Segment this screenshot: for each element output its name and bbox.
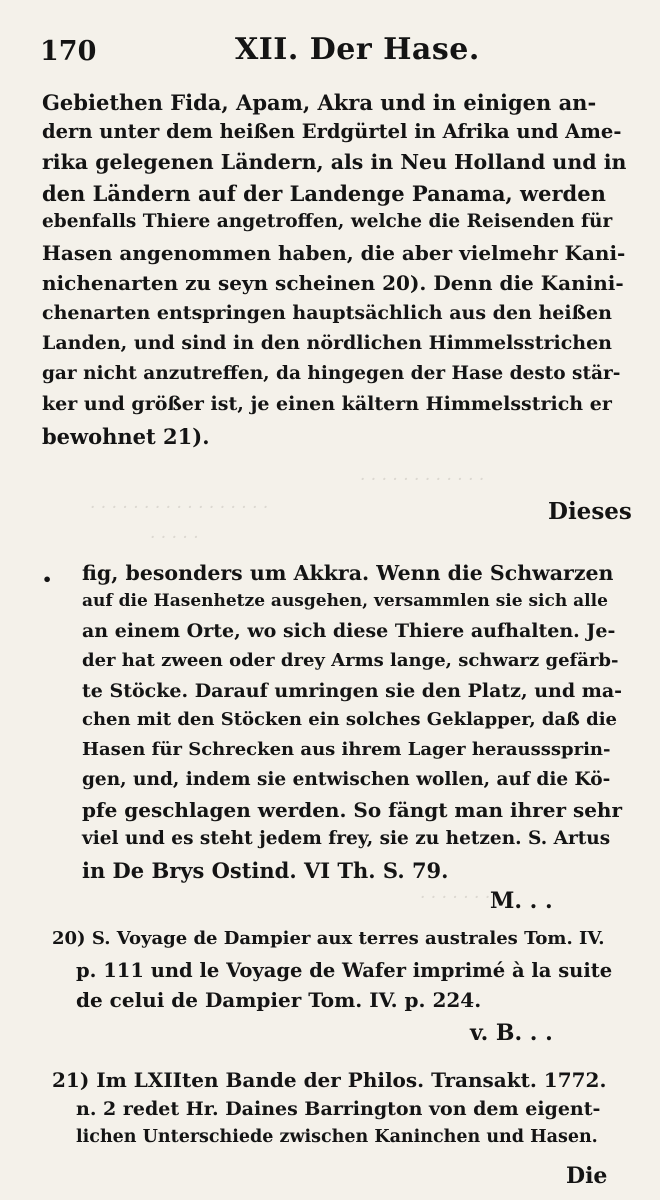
main-text-line: nichenarten zu seyn scheinen 20). Denn die Kanini- [42,271,624,295]
show-through-text: · · · · · · · · · · · · · · · · · [90,498,269,518]
note-text-line: an einem Orte, wo sich diese Thiere aufhalten. Je- [82,620,616,642]
footnote-20-line: 20) S. Voyage de Dampier aux terres australes Tom. IV. [52,928,605,949]
page-number: 170 [40,36,97,67]
footnote-21-line: 21) Im LXIIten Bande der Philos. Transakt. 1772. [52,1068,607,1092]
note-text-line: viel und es steht jedem frey, sie zu hetzen. S. Artus [82,828,611,849]
footnote-20-line: de celui de Dampier Tom. IV. p. 224. [76,988,482,1012]
show-through-text: · · · · · [150,528,199,548]
running-title: XII. Der Hase. [235,32,480,67]
show-through-text: · · · · · · · [420,888,491,908]
show-through-text: · · · · · · · · · · · · [360,470,485,490]
margin-dot: • [42,570,53,589]
note-text-line: fig, besonders um Akkra. Wenn die Schwarzen [82,561,614,585]
note-text-line: gen, und, indem sie entwischen wollen, auf die Kö- [82,769,611,790]
main-text-line: Hasen angenommen haben, die aber vielmehr Kani- [42,241,626,265]
main-text-line: den Ländern auf der Landenge Panama, werden [42,181,606,206]
dieses-word: Dieses [548,498,632,525]
main-text-line: chenarten entspringen hauptsächlich aus den heißen [42,302,612,324]
page-header [40,32,630,72]
footnote-21-line: n. 2 redet Hr. Daines Barrington von dem eigent- [76,1098,601,1120]
signature-vb: v. B. . . [470,1020,553,1046]
main-text-line: rika gelegenen Ländern, als in Neu Holland und in [42,150,627,174]
main-text-line: Gebiethen Fida, Apam, Akra und in einigen an- [42,90,597,115]
note-text-line: auf die Hasenhetze ausgehen, versammlen sie sich alle [82,591,608,611]
main-text-line: ebenfalls Thiere angetroffen, welche die Reisenden für [42,211,613,232]
main-text-line: Landen, und sind in den nördlichen Himmelsstrichen [42,332,612,354]
footnote-21-line: lichen Unterschiede zwischen Kaninchen und Hasen. [76,1127,598,1147]
catchword: Die [566,1163,608,1189]
note-text-line: pfe geschlagen werden. So fängt man ihrer sehr [82,798,623,822]
note-text-line: Hasen für Schrecken aus ihrem Lager herausssprin- [82,739,611,760]
note-text-line: in De Brys Ostind. VI Th. S. 79. [82,858,449,883]
main-text-line: dern unter dem heißen Erdgürtel in Afrika und Ame- [42,120,622,143]
note-text-line: te Stöcke. Darauf umringen sie den Platz, und ma- [82,680,623,702]
signature-m: M. . . [490,888,553,914]
note-text-line: chen mit den Stöcken ein solches Geklapper, daß die [82,709,617,730]
footnote-20-line: p. 111 und le Voyage de Wafer imprimé à la suite [76,959,613,982]
main-text-line: ker und größer ist, je einen kältern Himmelsstrich er [42,393,612,415]
main-text-line: bewohnet 21). [42,424,210,449]
note-text-line: der hat zween oder drey Arms lange, schwarz gefärb- [82,650,619,671]
main-text-line: gar nicht anzutreffen, da hingegen der Hase desto stär- [42,363,621,384]
